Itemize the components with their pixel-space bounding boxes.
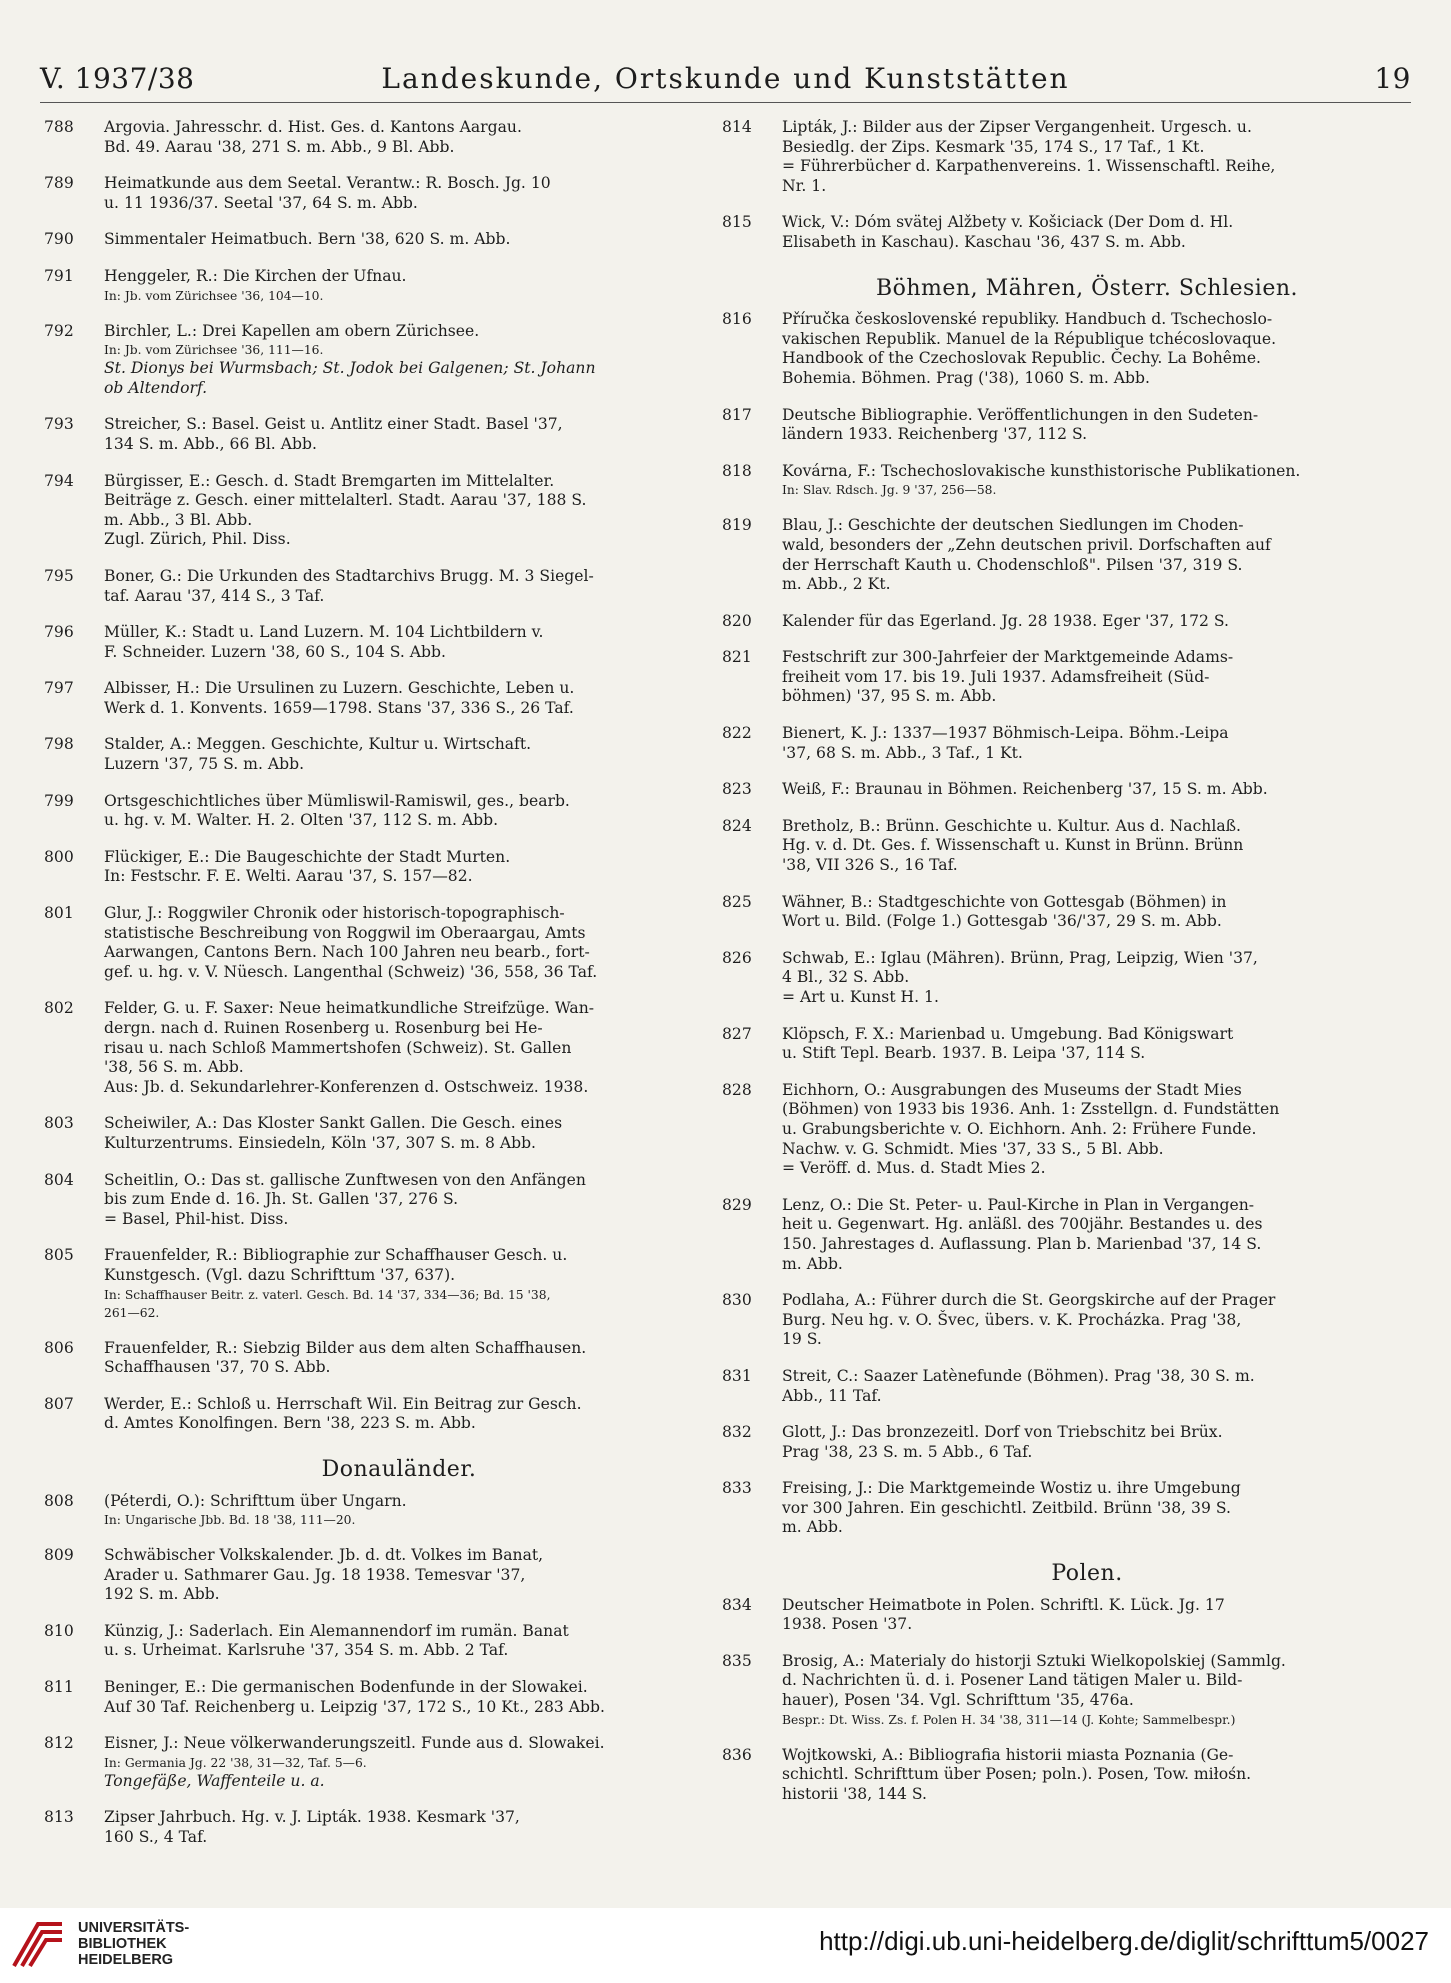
entry-text xyxy=(782,310,1392,388)
entry-line: Felder, G. u. F. Saxer: Neue heimatkundliche Streifzüge. Wan- xyxy=(104,999,595,1018)
entry-number: 829 xyxy=(722,1195,752,1214)
bibliography-entry xyxy=(722,780,1392,800)
entry-line: Abb., 11 Taf. xyxy=(782,1386,882,1405)
entry-number: 798 xyxy=(44,735,74,754)
bibliography-entry xyxy=(722,1652,1392,1729)
entry-number: 832 xyxy=(722,1423,752,1442)
entry-line: Beiträge z. Gesch. einer mittelalterl. Stadt. Aarau '37, 188 S. xyxy=(104,491,587,510)
entry-line: historii '38, 144 S. xyxy=(782,1784,927,1803)
entry-line: 1938. Posen '37. xyxy=(782,1615,913,1634)
bibliography-entry xyxy=(44,230,694,250)
entry-line: Klöpsch, F. X.: Marienbad u. Umgebung. Bad Königswart xyxy=(782,1024,1234,1043)
entry-number: 802 xyxy=(44,999,74,1018)
entry-text xyxy=(104,1808,694,1847)
entry-text xyxy=(104,679,694,718)
entry-text xyxy=(782,1367,1392,1406)
entry-line: Albisser, H.: Die Ursulinen zu Luzern. Geschichte, Leben u. xyxy=(104,679,575,698)
entry-line: Deutsche Bibliographie. Veröffentlichungen in den Sudeten- xyxy=(782,405,1259,424)
entry-line: Werder, E.: Schloß u. Herrschaft Wil. Ein Beitrag zur Gesch. xyxy=(104,1394,582,1413)
entry-line: Stalder, A.: Meggen. Geschichte, Kultur u. Wirtschaft. xyxy=(104,735,532,754)
entry-line: Argovia. Jahresschr. d. Hist. Ges. d. Kantons Aargau. xyxy=(104,118,522,136)
entry-line: Handbook of the Czechoslovak Republic. Čechy. La Bohême. xyxy=(782,349,1262,368)
bibliography-entry xyxy=(722,310,1392,388)
entry-line: F. Schneider. Luzern '38, 60 S., 104 S. Abb. xyxy=(104,642,446,661)
entry-number: 836 xyxy=(722,1745,752,1764)
entry-number: 814 xyxy=(722,118,752,136)
entry-line: 4 Bl., 32 S. Abb. xyxy=(782,968,910,987)
entry-text xyxy=(782,1081,1392,1179)
entry-number: 799 xyxy=(44,791,74,810)
entry-line: Henggeler, R.: Die Kirchen der Ufnau. xyxy=(104,266,407,285)
entry-line: schichtl. Schrifttum über Posen; poln.). Posen, Tow. miłośn. xyxy=(782,1765,1252,1784)
entry-line: hauer), Posen '34. Vgl. Schrifttum '35, 476a. xyxy=(782,1691,1134,1710)
bibliography-entry xyxy=(44,118,694,157)
entry-line: u. hg. v. M. Walter. H. 2. Olten '37, 112 S. m. Abb. xyxy=(104,811,499,830)
entry-number: 792 xyxy=(44,321,74,340)
entry-number: 821 xyxy=(722,648,752,667)
entry-text xyxy=(104,1114,694,1153)
bibliography-entry xyxy=(44,1546,694,1605)
entry-number: 801 xyxy=(44,904,74,923)
entry-text xyxy=(104,1171,694,1230)
bibliography-entry xyxy=(722,462,1392,500)
entry-line: Brosig, A.: Materialy do historji Sztuki Wielkopolskiej (Sammlg. xyxy=(782,1651,1286,1670)
entry-number: 827 xyxy=(722,1024,752,1043)
entry-line: m. Abb. xyxy=(782,1254,843,1273)
entry-number: 811 xyxy=(44,1678,74,1697)
entry-number: 816 xyxy=(722,310,752,329)
entry-line: Schwäbischer Volkskalender. Jb. d. dt. Volkes im Banat, xyxy=(104,1546,544,1565)
entry-line: Deutscher Heimatbote in Polen. Schriftl. K. Lück. Jg. 17 xyxy=(782,1595,1225,1614)
entry-number: 810 xyxy=(44,1621,74,1640)
entry-text xyxy=(782,949,1392,1008)
bibliography-entry xyxy=(722,1596,1392,1635)
bibliography-entry xyxy=(44,1492,694,1530)
bibliography-entry xyxy=(44,999,694,1097)
entry-text xyxy=(782,462,1392,500)
entry-line: 150. Jahrestages d. Auflassung. Plan b. Marienbad '37, 14 S. xyxy=(782,1234,1262,1253)
entry-line: Scheiwiler, A.: Das Kloster Sankt Gallen. Die Gesch. eines xyxy=(104,1114,563,1133)
entry-line: Schaffhausen '37, 70 S. Abb. xyxy=(104,1358,331,1377)
entry-number: 795 xyxy=(44,566,74,585)
entry-number: 818 xyxy=(722,461,752,480)
entry-number: 815 xyxy=(722,213,752,232)
entry-text xyxy=(104,735,694,774)
bibliography-entry xyxy=(44,1114,694,1153)
entry-number: 822 xyxy=(722,724,752,743)
bibliography-entry xyxy=(722,1081,1392,1179)
entry-text xyxy=(104,118,694,157)
entry-number: 819 xyxy=(722,516,752,535)
entry-line: Lenz, O.: Die St. Peter- u. Paul-Kirche in Plan in Vergangen- xyxy=(782,1195,1255,1214)
entry-line: heit u. Gegenwart. Hg. anläßl. des 700jähr. Bestandes u. des xyxy=(782,1215,1263,1234)
entry-line: (Böhmen) von 1933 bis 1936. Anh. 1: Zsstellgn. d. Fundstätten xyxy=(782,1100,1280,1119)
entry-line: 134 S. m. Abb., 66 Bl. Abb. xyxy=(104,434,317,453)
entry-line: 19 S. xyxy=(782,1330,822,1349)
bibliography-entry xyxy=(722,1479,1392,1538)
bibliography-entry xyxy=(722,1423,1392,1462)
bibliography-entry xyxy=(44,174,694,213)
entry-line: Flückiger, E.: Die Baugeschichte der Stadt Murten. xyxy=(104,847,511,866)
right-column xyxy=(722,118,1392,1821)
bibliography-entry xyxy=(44,1339,694,1378)
entry-line: Wähner, B.: Stadtgeschichte von Gottesgab (Böhmen) in xyxy=(782,892,1227,911)
entry-number: 813 xyxy=(44,1808,74,1827)
entry-text xyxy=(104,1546,694,1605)
entry-text xyxy=(104,322,694,399)
entry-line: gef. u. hg. v. V. Nüesch. Langenthal (Schweiz) '36, 558, 36 Taf. xyxy=(104,962,598,981)
entry-line: Blau, J.: Geschichte der deutschen Siedlungen im Choden- xyxy=(782,516,1244,535)
entry-text xyxy=(782,648,1392,707)
entry-line: Eichhorn, O.: Ausgrabungen des Museums der Stadt Mies xyxy=(782,1080,1242,1099)
entry-line: böhmen) '37, 95 S. m. Abb. xyxy=(782,687,997,706)
entry-text xyxy=(782,893,1392,932)
entry-text xyxy=(782,1423,1392,1462)
entry-line: wald, besonders der „Zehn deutschen privil. Dorfschaften auf xyxy=(782,535,1271,554)
entry-number: 789 xyxy=(44,174,74,193)
entry-line: vakischen Republik. Manuel de la République tchécoslovaque. xyxy=(782,329,1277,348)
entry-number: 820 xyxy=(722,611,752,630)
running-title: Landeskunde, Ortskunde und Kunststätten xyxy=(381,62,1070,95)
bibliography-entry xyxy=(44,848,694,887)
entry-text xyxy=(104,792,694,831)
entry-line: m. Abb., 3 Bl. Abb. xyxy=(104,510,253,529)
entry-text xyxy=(104,1395,694,1434)
library-logo-icon xyxy=(8,1916,70,1972)
entry-line: = Führerbücher d. Karpathenvereins. 1. Wissenschaftl. Reihe, xyxy=(782,157,1276,176)
entry-line: Besiedlg. der Zips. Kesmark '35, 174 S., 17 Taf., 1 Kt. xyxy=(782,137,1205,156)
bibliography-entry xyxy=(722,817,1392,876)
bibliography-entry xyxy=(722,612,1392,632)
entry-number: 830 xyxy=(722,1291,752,1310)
entry-line: Boner, G.: Die Urkunden des Stadtarchivs Brugg. M. 3 Siegel- xyxy=(104,566,594,585)
entry-line: u. 11 1936/37. Seetal '37, 64 S. m. Abb. xyxy=(104,193,418,212)
entry-text xyxy=(782,780,1392,800)
entry-line: bis zum Ende d. 16. Jh. St. Gallen '37, 276 S. xyxy=(104,1190,459,1209)
entry-text xyxy=(782,118,1392,196)
entry-line: Festschrift zur 300-Jahrfeier der Marktgemeinde Adams- xyxy=(782,648,1234,667)
entry-text xyxy=(104,623,694,662)
page-number: 19 xyxy=(1374,62,1411,95)
entry-line: Auf 30 Taf. Reichenberg u. Leipzig '37, 172 S., 10 Kt., 283 Abb. xyxy=(104,1697,605,1716)
entry-line: '38, VII 326 S., 16 Taf. xyxy=(782,856,958,875)
bibliography-entry xyxy=(44,1246,694,1321)
entry-line: = Basel, Phil-hist. Diss. xyxy=(104,1209,289,1228)
entry-number: 824 xyxy=(722,816,752,835)
entry-text xyxy=(104,267,694,305)
entry-text xyxy=(104,472,694,550)
bibliography-entry xyxy=(44,1734,694,1791)
source-url-link[interactable]: http://digi.ub.uni-heidelberg.de/diglit/schrifttum5/0027 xyxy=(819,1926,1429,1956)
entry-line: Luzern '37, 75 S. m. Abb. xyxy=(104,755,305,774)
entry-line: Prag '38, 23 S. m. 5 Abb., 6 Taf. xyxy=(782,1442,1033,1461)
section-title-polen: Polen. xyxy=(1051,1561,1123,1587)
entry-line: Streicher, S.: Basel. Geist u. Antlitz einer Stadt. Basel '37, xyxy=(104,415,563,434)
entry-text xyxy=(104,848,694,887)
entry-text xyxy=(104,1339,694,1378)
entry-line: Beninger, E.: Die germanischen Bodenfunde in der Slowakei. xyxy=(104,1678,588,1697)
bibliography-entry xyxy=(44,267,694,305)
entry-text xyxy=(104,415,694,454)
entry-line: Bienert, K. J.: 1337—1937 Böhmisch-Leipa. Böhm.-Leipa xyxy=(782,724,1229,743)
volume-label: V. 1937/38 xyxy=(40,62,195,95)
entry-number: 788 xyxy=(44,118,74,136)
entry-line: Eisner, J.: Neue völkerwanderungszeitl. Funde aus d. Slowakei. xyxy=(104,1734,605,1753)
entry-line: Lipták, J.: Bilder aus der Zipser Vergangenheit. Urgesch. u. xyxy=(782,118,1252,136)
entry-text xyxy=(104,1492,694,1530)
entry-line: freiheit vom 17. bis 19. Juli 1937. Adamsfreiheit (Süd- xyxy=(782,667,1210,686)
entry-subject: St. Dionys bei Wurmsbach; St. Jodok bei Galgenen; St. Johann xyxy=(104,359,596,378)
entry-line: Bohemia. Böhmen. Prag ('38), 1060 S. m. Abb. xyxy=(782,368,1150,387)
entry-number: 808 xyxy=(44,1491,74,1510)
entry-line: Glott, J.: Das bronzezeitl. Dorf von Triebschitz bei Brüx. xyxy=(782,1423,1223,1442)
bibliography-entry xyxy=(44,322,694,399)
entry-line: 192 S. m. Abb. xyxy=(104,1585,220,1604)
entry-number: 791 xyxy=(44,266,74,285)
entry-text xyxy=(104,999,694,1097)
entry-subject: ob Altendorf. xyxy=(104,378,208,397)
entry-line: Streit, C.: Saazer Latènefunde (Böhmen). Prag '38, 30 S. m. xyxy=(782,1366,1255,1385)
entry-line: Nachw. v. G. Schmidt. Mies '37, 33 S., 5 Bl. Abb. xyxy=(782,1139,1164,1158)
bibliography-entry xyxy=(722,1196,1392,1274)
entry-line: Elisabeth in Kaschau). Kaschau '36, 437 S. m. Abb. xyxy=(782,232,1186,251)
bibliography-entry xyxy=(722,724,1392,763)
bibliography-entry xyxy=(44,735,694,774)
entry-line: Příručka československé republiky. Handbuch d. Tschechoslo- xyxy=(782,310,1273,329)
entry-text xyxy=(782,1596,1392,1635)
bibliography-entry xyxy=(44,792,694,831)
entry-line: Weiß, F.: Braunau in Böhmen. Reichenberg '37, 15 S. m. Abb. xyxy=(782,780,1268,799)
entry-line: risau u. nach Schloß Mammertshofen (Schweiz). St. Gallen xyxy=(104,1038,572,1057)
entry-line: taf. Aarau '37, 414 S., 3 Taf. xyxy=(104,586,325,605)
entry-number: 800 xyxy=(44,847,74,866)
bibliography-entry xyxy=(44,1622,694,1661)
left-column xyxy=(44,118,694,1865)
entry-line: Zipser Jahrbuch. Hg. v. J. Lipták. 1938. Kesmark '37, xyxy=(104,1808,520,1827)
entry-line: In: Festschr. F. E. Welti. Aarau '37, S. 157—82. xyxy=(104,867,473,886)
entry-number: 823 xyxy=(722,780,752,799)
bibliography-entry xyxy=(722,893,1392,932)
entry-number: 790 xyxy=(44,230,74,249)
entry-text xyxy=(782,1652,1392,1729)
entry-text xyxy=(782,213,1392,252)
entry-line: Kovárna, F.: Tschechoslovakische kunsthistorische Publikationen. xyxy=(782,461,1301,480)
entry-line: Schwab, E.: Iglau (Mähren). Brünn, Prag, Leipzig, Wien '37, xyxy=(782,948,1258,967)
entry-citation: In: Slav. Rdsch. Jg. 9 '37, 256—58. xyxy=(782,483,997,498)
entry-text xyxy=(782,817,1392,876)
entry-text xyxy=(104,174,694,213)
entry-line: '37, 68 S. m. Abb., 3 Taf., 1 Kt. xyxy=(782,743,1023,762)
entry-line: statistische Beschreibung von Roggwil im Oberaargau, Amts xyxy=(104,923,586,942)
footer-bar xyxy=(0,1908,1451,1983)
bibliography-entry xyxy=(44,567,694,606)
entry-text xyxy=(104,230,694,250)
entry-number: 807 xyxy=(44,1394,74,1413)
entry-number: 828 xyxy=(722,1080,752,1099)
entry-line: (Péterdi, O.): Schrifttum über Ungarn. xyxy=(104,1491,407,1510)
entry-line: d. Amtes Konolfingen. Bern '38, 223 S. m. Abb. xyxy=(104,1414,476,1433)
entry-line: Birchler, L.: Drei Kapellen am obern Zürichsee. xyxy=(104,321,480,340)
entry-text xyxy=(104,1622,694,1661)
bibliography-entry xyxy=(44,623,694,662)
page-header xyxy=(40,62,1411,103)
bibliography-entry xyxy=(722,118,1392,196)
entry-number: 833 xyxy=(722,1479,752,1498)
bibliography-entry xyxy=(44,1808,694,1847)
bibliography-entry xyxy=(722,1367,1392,1406)
section-title-boehmen: Böhmen, Mähren, Österr. Schlesien. xyxy=(875,275,1299,301)
entry-line: Zugl. Zürich, Phil. Diss. xyxy=(104,530,291,549)
bibliography-entry xyxy=(44,904,694,982)
entry-number: 817 xyxy=(722,405,752,424)
entry-citation: 261—62. xyxy=(104,1305,160,1320)
entry-line: Bd. 49. Aarau '38, 271 S. m. Abb., 9 Bl. Abb. xyxy=(104,137,455,156)
entry-line: Müller, K.: Stadt u. Land Luzern. M. 104 Lichtbildern v. xyxy=(104,623,544,642)
entry-number: 793 xyxy=(44,415,74,434)
entry-text xyxy=(782,406,1392,445)
entry-line: Wojtkowski, A.: Bibliografia historii miasta Poznania (Ge- xyxy=(782,1745,1234,1764)
entry-number: 825 xyxy=(722,892,752,911)
entry-line: ländern 1933. Reichenberg '37, 112 S. xyxy=(782,425,1088,444)
bibliography-entry xyxy=(722,949,1392,1008)
entry-citation: In: Germania Jg. 22 '38, 31—32, Taf. 5—6. xyxy=(104,1755,367,1770)
entry-line: 160 S., 4 Taf. xyxy=(104,1828,208,1847)
entry-text xyxy=(782,1196,1392,1274)
entry-line: Wick, V.: Dóm svätej Alžbety v. Košiciack (Der Dom d. Hl. xyxy=(782,213,1234,232)
entry-text xyxy=(782,1025,1392,1064)
bibliography-entry xyxy=(722,1025,1392,1064)
bibliography-entry xyxy=(44,415,694,454)
entry-citation: In: Jb. vom Zürichsee '36, 111—16. xyxy=(104,343,324,358)
bibliography-entry xyxy=(44,1395,694,1434)
entry-line: u. s. Urheimat. Karlsruhe '37, 354 S. m. Abb. 2 Taf. xyxy=(104,1641,509,1660)
entry-number: 803 xyxy=(44,1114,74,1133)
entry-text xyxy=(782,1746,1392,1805)
bibliography-entry xyxy=(44,1678,694,1717)
entry-line: Nr. 1. xyxy=(782,176,827,195)
entry-line: Hg. v. d. Dt. Ges. f. Wissenschaft u. Kunst in Brünn. Brünn xyxy=(782,836,1244,855)
entry-citation: In: Ungarische Jbb. Bd. 18 '38, 111—20. xyxy=(104,1513,356,1528)
bibliography-entry xyxy=(722,516,1392,594)
entry-text xyxy=(104,567,694,606)
entry-line: Arader u. Sathmarer Gau. Jg. 18 1938. Temesvar '37, xyxy=(104,1565,526,1584)
entry-number: 835 xyxy=(722,1651,752,1670)
entry-line: Aus: Jb. d. Sekundarlehrer-Konferenzen d. Ostschweiz. 1938. xyxy=(104,1077,589,1096)
entry-line: vor 300 Jahren. Ein geschichtl. Zeitbild. Brünn '38, 39 S. xyxy=(782,1498,1231,1517)
entry-subject: Tongefäße, Waffenteile u. a. xyxy=(104,1771,325,1790)
entry-line: Kalender für das Egerland. Jg. 28 1938. Eger '37, 172 S. xyxy=(782,611,1229,630)
entry-line: Aarwangen, Cantons Bern. Nach 100 Jahren neu bearb., fort- xyxy=(104,943,590,962)
bibliography-entry xyxy=(44,679,694,718)
entry-line: Heimatkunde aus dem Seetal. Verantw.: R. Bosch. Jg. 10 xyxy=(104,174,551,193)
entry-text xyxy=(104,1678,694,1717)
entry-text xyxy=(782,1291,1392,1350)
entry-line: Kunstgesch. (Vgl. dazu Schrifttum '37, 637). xyxy=(104,1265,456,1284)
entry-line: m. Abb. xyxy=(782,1518,843,1537)
entry-line: Kulturzentrums. Einsiedeln, Köln '37, 307 S. m. 8 Abb. xyxy=(104,1133,537,1152)
entry-text xyxy=(104,1734,694,1791)
entry-line: Freising, J.: Die Marktgemeinde Wostiz u. ihre Umgebung xyxy=(782,1479,1241,1498)
bibliography-entry xyxy=(44,1171,694,1230)
entry-line: dergn. nach d. Ruinen Rosenberg u. Rosenburg bei He- xyxy=(104,1019,543,1037)
entry-number: 806 xyxy=(44,1338,74,1357)
section-title-donaulaender: Donauländer. xyxy=(321,1456,477,1482)
entry-line: Podlaha, A.: Führer durch die St. Georgskirche auf der Prager xyxy=(782,1291,1276,1310)
entry-line: der Herrschaft Kauth u. Chodenschloß". Pilsen '37, 319 S. xyxy=(782,555,1243,574)
entry-number: 831 xyxy=(722,1366,752,1385)
entry-number: 834 xyxy=(722,1595,752,1614)
entry-line: Bretholz, B.: Brünn. Geschichte u. Kultur. Aus d. Nachlaß. xyxy=(782,816,1242,835)
entry-citation: In: Jb. vom Zürichsee '36, 104—10. xyxy=(104,288,324,303)
entry-citation: In: Schaffhauser Beitr. z. vaterl. Gesch. Bd. 14 '37, 334—36; Bd. 15 '38, xyxy=(104,1287,551,1302)
entry-line: m. Abb., 2 Kt. xyxy=(782,575,891,594)
entry-line: Ortsgeschichtliches über Mümliswil-Ramiswil, ges., bearb. xyxy=(104,791,570,810)
entry-line: = Veröff. d. Mus. d. Stadt Mies 2. xyxy=(782,1159,1046,1178)
entry-number: 826 xyxy=(722,948,752,967)
entry-number: 794 xyxy=(44,471,74,490)
entry-line: Burg. Neu hg. v. O. Švec, übers. v. K. Procházka. Prag '38, xyxy=(782,1310,1242,1329)
entry-line: Bürgisser, E.: Gesch. d. Stadt Bremgarten im Mittelalter. xyxy=(104,471,555,490)
entry-text xyxy=(782,612,1392,632)
entry-number: 805 xyxy=(44,1246,74,1265)
entry-text xyxy=(104,904,694,982)
entry-text xyxy=(104,1246,694,1321)
bibliography-entry xyxy=(722,213,1392,252)
entry-citation: Bespr.: Dt. Wiss. Zs. f. Polen H. 34 '38, 311—14 (J. Kohte; Sammelbespr.) xyxy=(782,1712,1236,1727)
entry-line: Simmentaler Heimatbuch. Bern '38, 620 S. m. Abb. xyxy=(104,230,511,249)
institution-name: UNIVERSITÄTS- BIBLIOTHEK HEIDELBERG xyxy=(78,1920,190,1968)
entry-text xyxy=(782,516,1392,594)
entry-number: 804 xyxy=(44,1170,74,1189)
entry-line: Werk d. 1. Konvents. 1659—1798. Stans '37, 336 S., 26 Taf. xyxy=(104,698,574,717)
entry-line: Frauenfelder, R.: Bibliographie zur Schaffhauser Gesch. u. xyxy=(104,1246,568,1265)
bibliography-entry xyxy=(722,406,1392,445)
entry-number: 796 xyxy=(44,623,74,642)
entry-number: 812 xyxy=(44,1734,74,1753)
entry-line: Künzig, J.: Saderlach. Ein Alemannendorf im rumän. Banat xyxy=(104,1621,569,1640)
entry-line: '38, 56 S. m. Abb. xyxy=(104,1058,244,1077)
entry-number: 809 xyxy=(44,1546,74,1565)
entry-line: Glur, J.: Roggwiler Chronik oder historisch-topographisch- xyxy=(104,904,565,923)
bibliography-entry xyxy=(722,1746,1392,1805)
bibliography-entry xyxy=(722,648,1392,707)
entry-text xyxy=(782,724,1392,763)
entry-number: 797 xyxy=(44,679,74,698)
entry-line: Frauenfelder, R.: Siebzig Bilder aus dem alten Schaffhausen. xyxy=(104,1338,587,1357)
bibliography-entry xyxy=(44,472,694,550)
entry-line: u. Stift Tepl. Bearb. 1937. B. Leipa '37, 114 S. xyxy=(782,1044,1146,1063)
entry-line: = Art u. Kunst H. 1. xyxy=(782,988,939,1006)
entry-text xyxy=(782,1479,1392,1538)
entry-line: d. Nachrichten ü. d. i. Posener Land tätigen Maler u. Bild- xyxy=(782,1671,1243,1690)
bibliography-entry xyxy=(722,1291,1392,1350)
entry-line: Wort u. Bild. (Folge 1.) Gottesgab '36/'37, 29 S. m. Abb. xyxy=(782,912,1222,931)
entry-line: u. Grabungsberichte v. O. Eichhorn. Anh. 2: Frühere Funde. xyxy=(782,1119,1257,1138)
entry-line: Scheitlin, O.: Das st. gallische Zunftwesen von den Anfängen xyxy=(104,1170,586,1189)
